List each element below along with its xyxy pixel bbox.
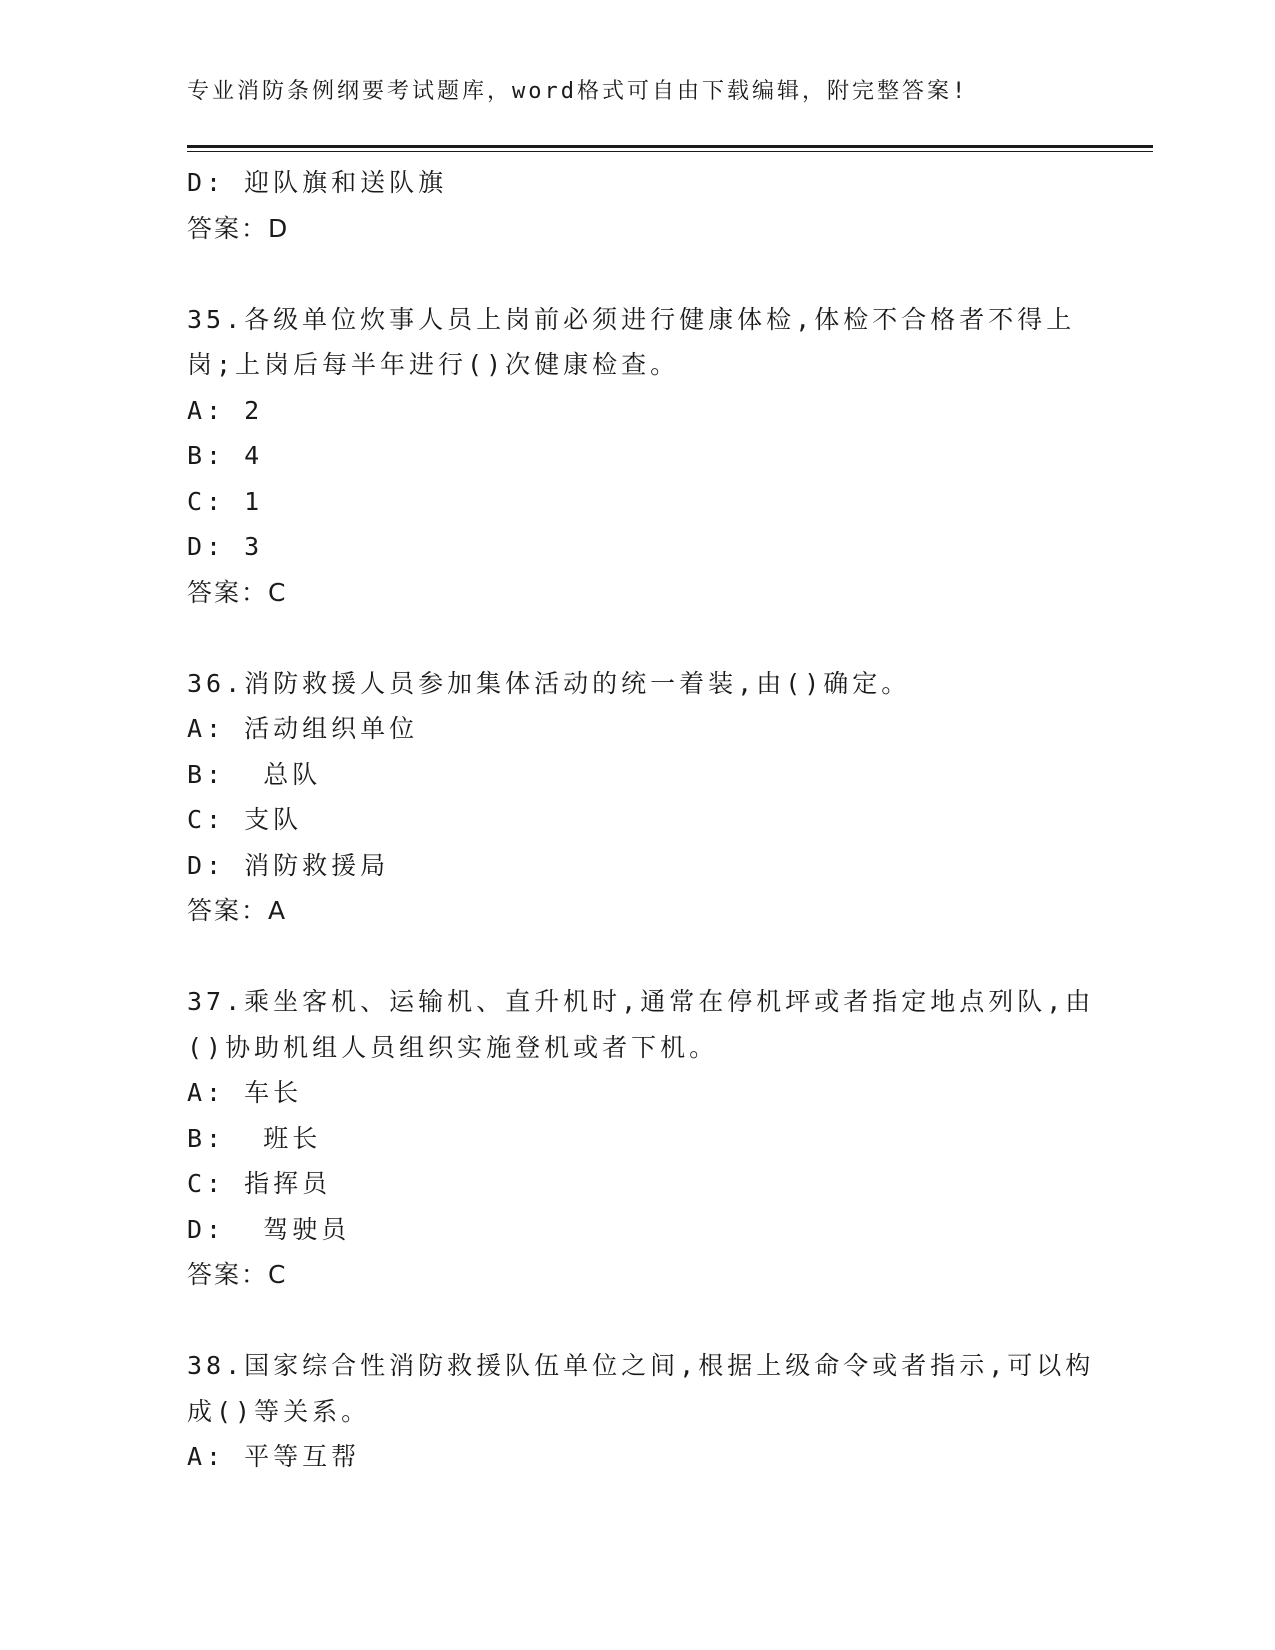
option-c: C: 指挥员 <box>187 1169 332 1198</box>
option-d: D: 迎队旗和送队旗 <box>187 168 448 197</box>
page-header: 专业消防条例纲要考试题库，word格式可自由下载编辑，附完整答案! <box>187 79 969 104</box>
document-body <box>187 160 1095 1480</box>
option-c: C: 支队 <box>187 805 303 834</box>
header-rule-thin <box>187 151 1153 152</box>
option-d: D: 消防救援局 <box>187 850 390 880</box>
option-b: B: 班长 <box>187 1123 322 1153</box>
option-d: D: 3 <box>187 532 264 561</box>
header-rule-thick <box>187 145 1153 148</box>
answer: 答案：C <box>187 1260 288 1289</box>
question-stem: 38.国家综合性消防救援队伍单位之间,根据上级命令或者指示,可以构 <box>187 1351 1095 1380</box>
question-37 <box>187 979 1095 1298</box>
answer: 答案：A <box>187 896 288 925</box>
question-38 <box>187 1343 1095 1480</box>
question-stem: 37.乘坐客机、运输机、直升机时,通常在停机坪或者指定地点列队,由 <box>187 987 1095 1016</box>
option-a: A: 平等互帮 <box>187 1442 361 1471</box>
question-stem: 35.各级单位炊事人员上岗前必须进行健康体检,体检不合格者不得上 <box>187 304 1076 334</box>
option-b: B: 4 <box>187 441 264 470</box>
option-a: A: 车长 <box>187 1078 303 1107</box>
option-a: A: 2 <box>187 395 264 425</box>
option-a: A: 活动组织单位 <box>187 714 419 743</box>
option-d: D: 驾驶员 <box>187 1214 351 1244</box>
question-stem: 成()等关系。 <box>187 1396 371 1426</box>
question-stem: 岗;上岗后每半年进行()次健康检查。 <box>187 350 680 379</box>
answer: 答案：D <box>187 213 290 243</box>
option-c: C: 1 <box>187 486 264 516</box>
answer: 答案：C <box>187 577 288 607</box>
question-36 <box>187 661 1087 934</box>
question-35 <box>187 297 1087 616</box>
option-b: B: 总队 <box>187 759 322 789</box>
question-stem: 36.消防救援人员参加集体活动的统一着装,由()确定。 <box>187 668 911 698</box>
question-stem: ()协助机组人员组织实施登机或者下机。 <box>187 1032 719 1062</box>
